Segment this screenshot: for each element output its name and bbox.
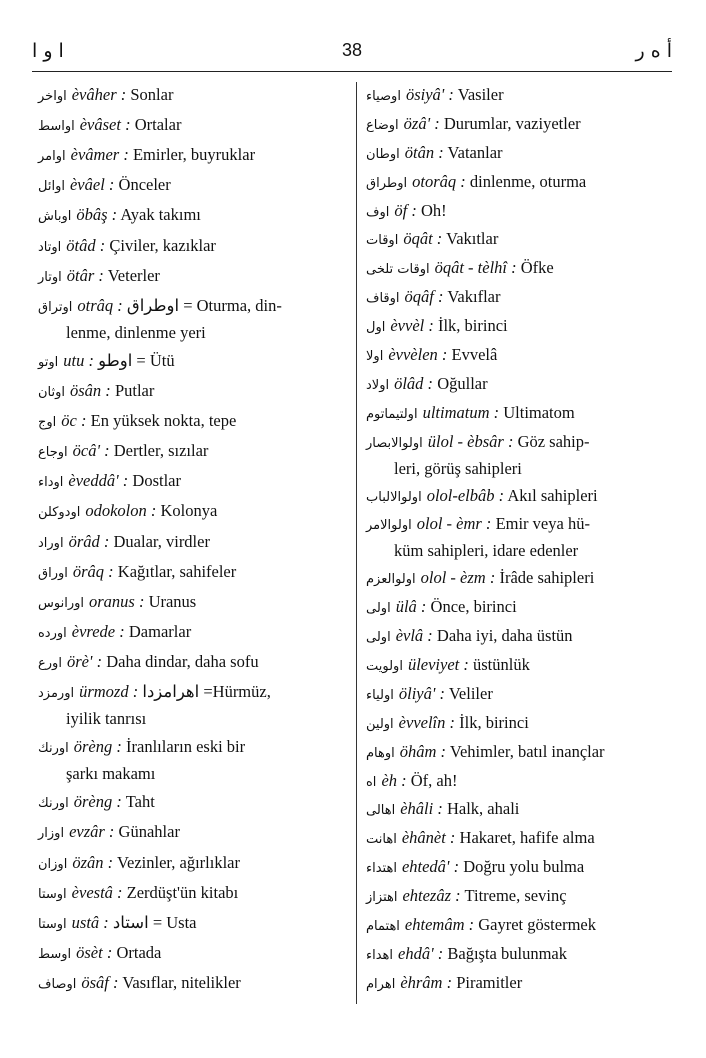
page-number: 38 (341, 40, 363, 60)
dictionary-entry (38, 679, 344, 731)
definition: Oh! (416, 200, 447, 220)
dictionary-entry (38, 649, 344, 676)
dictionary-entry (38, 619, 344, 646)
definition: Vakıtlar (442, 229, 499, 249)
dictionary-entry (366, 883, 672, 910)
arabic-headword: اوتاد (38, 239, 62, 255)
arabic-headword: اوتار (38, 269, 62, 285)
transliteration: utu : (63, 350, 94, 370)
dictionary-entry (38, 233, 344, 260)
arabic-headword: اولوالابصار (366, 435, 423, 451)
arabic-headword: اولين (366, 716, 394, 732)
transliteration: ürmozd : (79, 682, 139, 702)
dictionary-entry (38, 589, 344, 616)
definition: Oğullar (433, 373, 488, 393)
transliteration: èvvelîn : (398, 712, 456, 732)
arabic-headword: اوائل (38, 179, 65, 195)
dictionary-entry (366, 594, 672, 621)
dictionary-entry (366, 111, 672, 138)
arabic-headword: اوصياء (366, 89, 401, 104)
dictionary-entry (366, 284, 672, 311)
definition-continuation: şarkı makamı (66, 764, 156, 784)
arabic-headword: اوامر (38, 149, 66, 165)
arabic-headword: اوراد (38, 535, 64, 551)
transliteration: èvvèl : (390, 316, 434, 336)
transliteration: olol-elbâb : (426, 485, 505, 505)
transliteration: ustâ : (71, 912, 109, 932)
dictionary-entry (38, 468, 344, 495)
definition: Evvelâ (447, 345, 498, 365)
arabic-headword: اواخر (38, 89, 67, 104)
definition: Taht (121, 792, 155, 812)
arabic-headword: اولى (366, 601, 391, 617)
arabic-headword: اواسط (38, 119, 75, 135)
dictionary-entry (366, 768, 672, 795)
arabic-headword: اوستا (38, 886, 67, 902)
dictionary-entry (38, 880, 344, 907)
transliteration: öhâm : (399, 741, 447, 761)
dictionary-entry (38, 378, 344, 405)
dictionary-entry (366, 710, 672, 737)
dictionary-entry (366, 796, 672, 823)
header-right-guide-letters: أ ه ر (635, 40, 672, 62)
arabic-headword: اوداء (38, 475, 64, 491)
definition: Akıl sahipleri (504, 485, 598, 505)
transliteration: èvâset : (79, 115, 131, 135)
header-rule (32, 71, 672, 72)
arabic-headword: اودوكلن (38, 505, 81, 521)
transliteration: olol - èzm : (420, 568, 496, 588)
dictionary-entry (38, 970, 344, 997)
definition: Bağışta bulunmak (443, 943, 567, 963)
arabic-headword: اولوالالباب (366, 489, 422, 505)
definition: İlk, birinci (433, 316, 508, 336)
dictionary-entry (38, 202, 344, 229)
transliteration: ötâr : (66, 265, 104, 285)
definition: Ayak takımı (117, 205, 201, 225)
transliteration: odokolon : (85, 501, 157, 521)
definition: Vezinler, ağırlıklar (113, 852, 240, 872)
page-header (32, 40, 672, 66)
definition: Daha iyi, daha üstün (432, 626, 573, 646)
arabic-headword: اوجاع (38, 445, 68, 461)
definition: dinlenme, oturma (465, 171, 587, 191)
arabic-headword: اه (366, 774, 377, 790)
definition: Halk, ahali (442, 799, 520, 819)
transliteration: ehtezâz : (402, 886, 461, 906)
transliteration: öqât - tèlhî : (434, 258, 517, 278)
definition: اوطو = Ütü (93, 350, 175, 370)
dictionary-entry (366, 565, 672, 592)
definition: Putlar (110, 380, 155, 400)
definition: Dertler, sızılar (109, 441, 209, 461)
arabic-headword: اورانوس (38, 595, 84, 611)
transliteration: otorâq : (412, 171, 466, 191)
dictionary-entry (366, 255, 672, 282)
transliteration: öf : (394, 200, 417, 220)
dictionary-entry (38, 498, 344, 525)
dictionary-entry (38, 734, 344, 786)
transliteration: ölâd : (394, 373, 434, 393)
transliteration: örèng : (73, 737, 122, 757)
transliteration: oranus : (88, 591, 145, 611)
dictionary-entry (366, 226, 672, 253)
arabic-headword: اوج (38, 415, 57, 431)
transliteration: èvrede : (71, 621, 125, 641)
transliteration: ultimatum : (422, 402, 500, 422)
arabic-headword: اوثان (38, 384, 66, 400)
transliteration: evzâr : (69, 822, 115, 842)
arabic-headword: اوصاف (38, 976, 77, 992)
arabic-headword: اوزان (38, 856, 68, 872)
dictionary-entry (38, 82, 344, 109)
arabic-headword: اوقات تلخى (366, 262, 430, 278)
arabic-headword: اهالى (366, 803, 396, 819)
dictionary-entry (38, 172, 344, 199)
transliteration: otrâq : (77, 295, 123, 315)
transliteration: èvâher : (71, 85, 127, 104)
transliteration: ösiyâ' : (405, 85, 454, 104)
arabic-headword: اولى (366, 630, 391, 646)
dictionary-entry (38, 348, 344, 375)
dictionary-entry (366, 198, 672, 225)
definition: üstünlük (468, 655, 530, 675)
transliteration: èvvèlen : (388, 345, 448, 365)
definition: Veliler (445, 683, 493, 703)
definition: Ortada (112, 942, 162, 962)
dictionary-entry (366, 681, 672, 708)
definition: Emir veya hü- (491, 514, 590, 534)
dictionary-entry (38, 910, 344, 937)
arabic-headword: اولوالامر (366, 518, 412, 534)
dictionary-entry (366, 483, 672, 510)
transliteration: ötân : (404, 142, 444, 162)
dictionary-entry (38, 408, 344, 435)
definition: Uranus (144, 591, 197, 611)
definition: Damarlar (124, 621, 192, 641)
dictionary-entry (366, 854, 672, 881)
arabic-headword: اولا (366, 349, 384, 365)
definition: Gayret göstermek (474, 915, 596, 935)
arabic-headword: اولويت (366, 659, 403, 675)
arabic-headword: اوراق (38, 565, 68, 581)
definition: Hakaret, hafife alma (455, 828, 595, 848)
definition: Kağıtlar, sahifeler (113, 561, 237, 581)
definition: Vehimler, batıl inançlar (446, 741, 605, 761)
arabic-headword: اورده (38, 625, 67, 641)
dictionary-entry (366, 82, 672, 109)
definition-continuation: lenme, dinlenme yeri (66, 322, 206, 342)
arabic-headword: اول (366, 320, 386, 336)
transliteration: ehdâ' : (398, 943, 444, 963)
arabic-headword: اوستا (38, 916, 67, 932)
definition-continuation: leri, görüş sahipleri (394, 458, 522, 478)
arabic-headword: اورمزد (38, 686, 75, 702)
dictionary-entry (38, 559, 344, 586)
transliteration: özân : (72, 852, 114, 872)
definition: Günahlar (114, 822, 180, 842)
arabic-headword: اهتزاز (366, 890, 398, 906)
definition: Vatanlar (443, 142, 503, 162)
arabic-headword: اوطان (366, 146, 400, 162)
transliteration: öcâ' : (72, 441, 110, 461)
definition: Önceler (114, 175, 171, 195)
dictionary-entry (366, 941, 672, 968)
transliteration: èhâli : (400, 799, 443, 819)
transliteration: èh : (381, 770, 407, 790)
definition: Öfke (516, 258, 554, 278)
transliteration: özâ' : (403, 113, 440, 133)
arabic-headword: اوضاع (366, 117, 399, 133)
arabic-headword: اورنك (38, 741, 69, 757)
arabic-headword: اولوالعزم (366, 572, 416, 588)
dictionary-entry (38, 142, 344, 169)
arabic-headword: اورنك (38, 796, 69, 812)
arabic-headword: اولتيماتوم (366, 406, 418, 422)
arabic-headword: اوسط (38, 946, 72, 962)
definition: Dostlar (128, 471, 181, 491)
transliteration: öliyâ' : (398, 683, 445, 703)
dictionary-entry (38, 438, 344, 465)
transliteration: èvâmer : (70, 145, 129, 165)
dictionary-entry (38, 819, 344, 846)
definition: Vakıflar (443, 287, 501, 307)
dictionary-entry (366, 342, 672, 369)
definition: اوطراق = Oturma, din- (122, 295, 282, 315)
right-column (366, 82, 672, 997)
transliteration: èvâel : (69, 175, 115, 195)
dictionary-entry (366, 652, 672, 679)
definition: Vasiler (453, 85, 504, 104)
arabic-headword: اهتداء (366, 861, 397, 877)
dictionary-entry (366, 511, 672, 563)
dictionary-entry (38, 850, 344, 877)
transliteration: ehtemâm : (404, 915, 475, 935)
transliteration: èvestâ : (71, 882, 123, 902)
transliteration: èveddâ' : (68, 471, 129, 491)
transliteration: öc : (61, 411, 87, 431)
definition: Veterler (103, 265, 160, 285)
arabic-headword: اهتمام (366, 919, 400, 935)
dictionary-entry (366, 739, 672, 766)
definition: Doğru yolu bulma (459, 857, 585, 877)
transliteration: ülol - èbsâr : (427, 431, 514, 451)
definition: Sonlar (126, 85, 174, 104)
definition: Dualar, virdler (109, 531, 210, 551)
dictionary-entry (366, 400, 672, 427)
arabic-headword: اهداء (366, 947, 394, 963)
transliteration: örèng : (73, 792, 122, 812)
definition: En yüksek nokta, tepe (86, 411, 237, 431)
dictionary-entry (366, 313, 672, 340)
definition: Öf, ah! (406, 770, 458, 790)
definition: اهرامزدا =Hürmüz, (138, 682, 271, 702)
transliteration: öqât : (403, 229, 443, 249)
arabic-headword: اوقاف (366, 291, 400, 307)
arabic-headword: اهرام (366, 976, 396, 992)
dictionary-entry (366, 912, 672, 939)
dictionary-entry (38, 789, 344, 816)
transliteration: èvlâ : (395, 626, 433, 646)
column-divider (356, 82, 357, 1004)
definition: Zerdüşt'ün kitabı (122, 882, 239, 902)
arabic-headword: اوتو (38, 354, 59, 370)
arabic-headword: اوباش (38, 209, 72, 225)
left-column (38, 82, 344, 997)
definition: Daha dindar, daha sofu (102, 651, 259, 671)
definition: Kolonya (156, 501, 218, 521)
arabic-headword: اوزار (38, 826, 65, 842)
arabic-headword: اوقات (366, 233, 399, 249)
arabic-headword: اولياء (366, 687, 394, 703)
transliteration: ösâf : (81, 972, 119, 992)
transliteration: öbâş : (76, 205, 118, 225)
arabic-headword: اوهام (366, 745, 395, 761)
transliteration: ötâd : (66, 235, 106, 255)
dictionary-entry (38, 293, 344, 345)
dictionary-entry (38, 112, 344, 139)
definition: İranlıların eski bir (121, 737, 246, 757)
transliteration: ehtedâ' : (401, 857, 460, 877)
definition-continuation: küm sahipleri, idare edenler (394, 541, 579, 561)
dictionary-entry (366, 169, 672, 196)
transliteration: ösèt : (76, 942, 113, 962)
transliteration: öqâf : (404, 287, 444, 307)
definition: Emirler, buyruklar (128, 145, 256, 165)
dictionary-entry (366, 970, 672, 997)
dictionary-entry (38, 529, 344, 556)
transliteration: üleviyet : (407, 655, 469, 675)
definition: Ultimatom (499, 402, 575, 422)
transliteration: olol - èmr : (416, 514, 492, 534)
arabic-headword: اورع (38, 655, 62, 671)
transliteration: ösân : (70, 380, 111, 400)
definition: استاد = Usta (108, 912, 197, 932)
definition: İrâde sahipleri (495, 568, 595, 588)
definition: İlk, birinci (455, 712, 529, 732)
transliteration: örâq : (72, 561, 114, 581)
arabic-headword: اولاد (366, 377, 390, 393)
definition: Vasıflar, nitelikler (118, 972, 241, 992)
transliteration: örâd : (68, 531, 110, 551)
arabic-headword: اهانت (366, 832, 397, 848)
definition: Göz sahip- (513, 431, 590, 451)
transliteration: örè' : (66, 651, 103, 671)
arabic-headword: اوف (366, 204, 390, 220)
dictionary-entry (366, 429, 672, 481)
dictionary-entry (38, 263, 344, 290)
definition: Önce, birinci (426, 597, 517, 617)
dictionary-entry (366, 140, 672, 167)
transliteration: èhânèt : (401, 828, 456, 848)
dictionary-entry (366, 825, 672, 852)
definition: Çiviler, kazıklar (105, 235, 216, 255)
definition: Durumlar, vaziyetler (439, 113, 581, 133)
transliteration: èhrâm : (400, 972, 453, 992)
dictionary-entry (366, 371, 672, 398)
header-left-guide-letters: ا و ا (32, 40, 64, 62)
arabic-headword: اوتراق (38, 299, 73, 315)
dictionary-entry (38, 940, 344, 967)
definition: Ortalar (130, 115, 182, 135)
transliteration: ülâ : (395, 597, 427, 617)
dictionary-entry (366, 623, 672, 650)
definition: Piramitler (452, 972, 523, 992)
definition-continuation: iyilik tanrısı (66, 709, 147, 729)
arabic-headword: اوطراق (366, 175, 408, 191)
definition: Titreme, sevinç (460, 886, 567, 906)
